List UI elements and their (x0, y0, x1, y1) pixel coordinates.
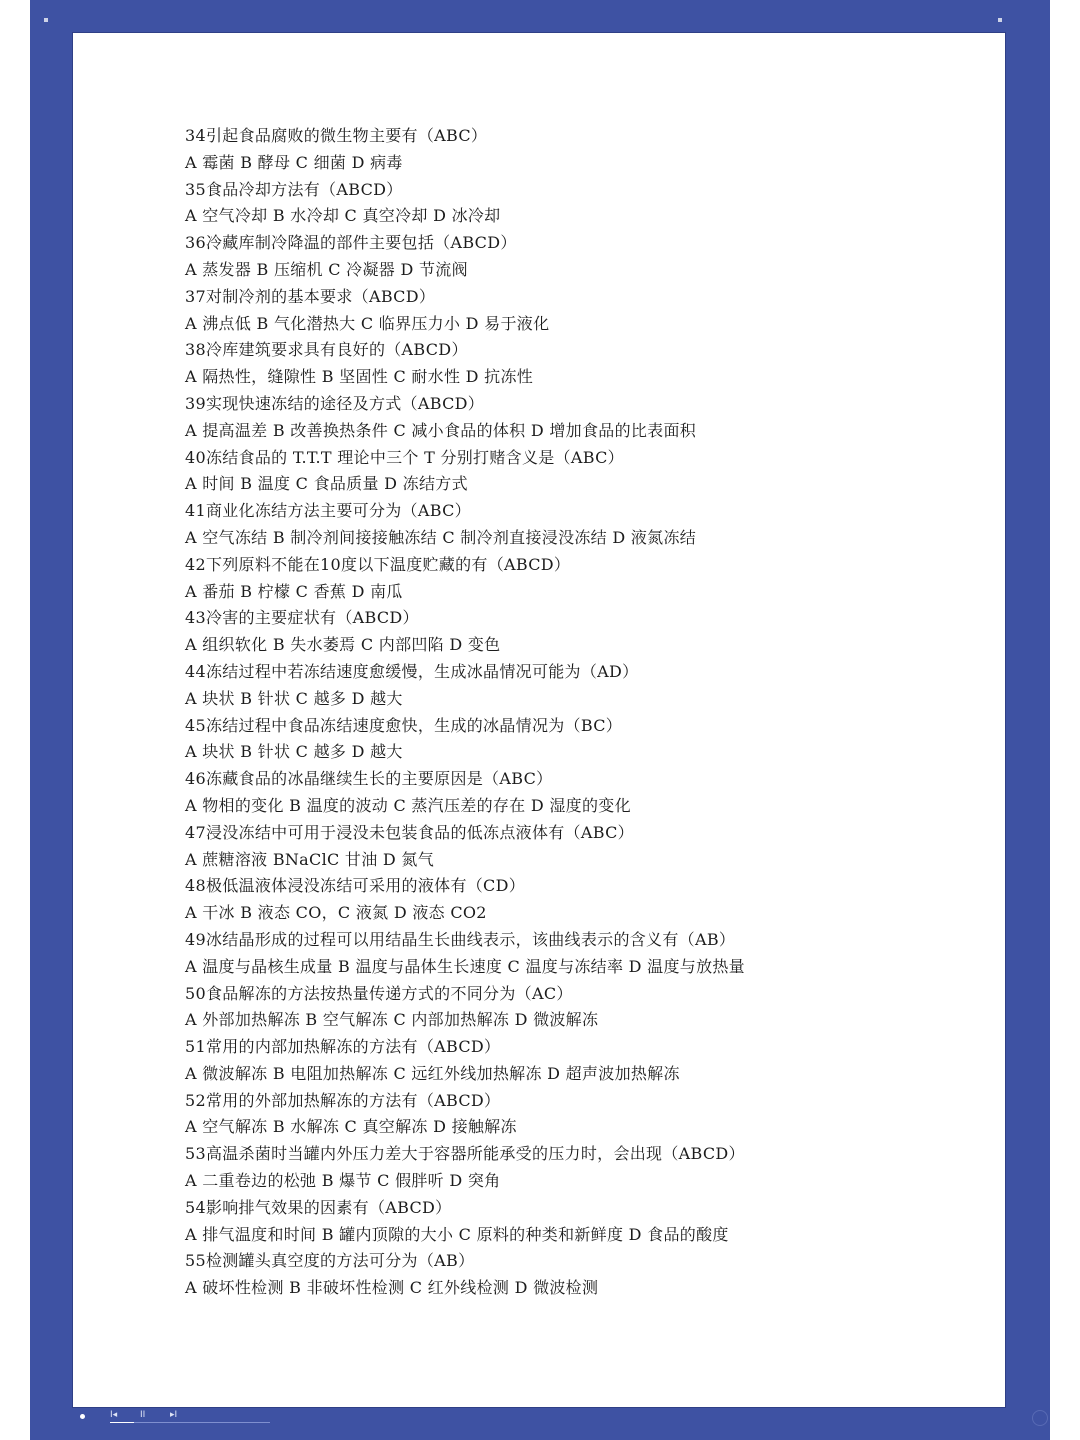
answer-options-line: A 块状 B 针状 C 越多 D 越大 (185, 688, 403, 708)
answer-options-line: A 微波解冻 B 电阻加热解冻 C 远红外线加热解冻 D 超声波加热解冻 (185, 1063, 680, 1083)
pause-icon[interactable]: II (140, 1410, 146, 1420)
question-line: 48极低温液体浸没冻结可采用的液体有（CD） (185, 876, 526, 896)
next-icon[interactable]: ▸I (170, 1410, 178, 1420)
answer-options-line: A 番茄 B 柠檬 C 香蕉 D 南瓜 (185, 581, 403, 601)
watermark-circle-icon (1032, 1410, 1048, 1426)
question-line: 49冰结晶形成的过程可以用结晶生长曲线表示，该曲线表示的含义有（AB） (185, 929, 736, 949)
progress-fill (110, 1422, 134, 1423)
question-line: 54影响排气效果的因素有（ABCD） (185, 1197, 452, 1217)
question-line: 38冷库建筑要求具有良好的（ABCD） (185, 340, 468, 360)
question-line: 51常用的内部加热解冻的方法有（ABCD） (185, 1037, 501, 1057)
corner-mark-left (44, 18, 48, 22)
question-line: 43冷害的主要症状有（ABCD） (185, 608, 419, 628)
playback-dot-icon (80, 1414, 85, 1419)
question-line: 42下列原料不能在10度以下温度贮藏的有（ABCD） (185, 554, 571, 574)
answer-options-line: A 蔗糖溶液 BNaClC 甘油 D 氮气 (185, 849, 435, 869)
answer-options-line: A 隔热性，缝隙性 B 坚固性 C 耐水性 D 抗冻性 (185, 367, 534, 387)
answer-options-line: A 空气冷却 B 水冷却 C 真空冷却 D 冰冷却 (185, 206, 501, 226)
question-line: 40冻结食品的 T.T.T 理论中三个 T 分别打赌含义是（ABC） (185, 447, 624, 467)
question-line: 37对制冷剂的基本要求（ABCD） (185, 286, 436, 306)
question-line: 45冻结过程中食品冻结速度愈快，生成的冰晶情况为（BC） (185, 715, 623, 735)
question-line: 53高温杀菌时当罐内外压力差大于容器所能承受的压力时，会出现（ABCD） (185, 1144, 745, 1164)
progress-track[interactable] (110, 1422, 270, 1423)
question-line: 46冻藏食品的冰晶继续生长的主要原因是（ABC） (185, 769, 553, 789)
question-line: 44冻结过程中若冻结速度愈缓慢，生成冰晶情况可能为（AD） (185, 661, 639, 681)
question-line: 36冷藏库制冷降温的部件主要包括（ABCD） (185, 233, 517, 253)
answer-options-line: A 提高温差 B 改善换热条件 C 减小食品的体积 D 增加食品的比表面积 (185, 420, 697, 440)
answer-options-line: A 沸点低 B 气化潜热大 C 临界压力小 D 易于液化 (185, 313, 550, 333)
answer-options-line: A 空气解冻 B 水解冻 C 真空解冻 D 接触解冻 (185, 1117, 517, 1137)
document-text (185, 123, 985, 1302)
question-line: 34引起食品腐败的微生物主要有（ABC） (185, 126, 488, 145)
answer-options-line: A 块状 B 针状 C 越多 D 越大 (185, 742, 403, 762)
answer-options-line: A 蒸发器 B 压缩机 C 冷凝器 D 节流阀 (185, 259, 468, 279)
answer-options-line: A 破坏性检测 B 非破坏性检测 C 红外线检测 D 微波检测 (185, 1278, 599, 1298)
question-line: 35食品冷却方法有（ABCD） (185, 179, 403, 199)
answer-options-line: A 空气冻结 B 制冷剂间接接触冻结 C 制冷剂直接浸没冻结 D 液氮冻结 (185, 527, 697, 547)
question-line: 50食品解冻的方法按热量传递方式的不同分为（AC） (185, 983, 573, 1003)
question-line: 55检测罐头真空度的方法可分为（AB） (185, 1251, 475, 1271)
answer-options-line: A 霉菌 B 酵母 C 细菌 D 病毒 (185, 152, 403, 172)
answer-options-line: A 时间 B 温度 C 食品质量 D 冻结方式 (185, 474, 468, 494)
question-line: 41商业化冻结方法主要可分为（ABC） (185, 501, 471, 521)
answer-options-line: A 外部加热解冻 B 空气解冻 C 内部加热解冻 D 微波解冻 (185, 1010, 599, 1030)
previous-icon[interactable]: I◂ (110, 1410, 118, 1420)
playback-controls (80, 1408, 280, 1426)
question-line: 52常用的外部加热解冻的方法有（ABCD） (185, 1090, 501, 1110)
answer-options-line: A 干冰 B 液态 CO，C 液氮 D 液态 CO2 (185, 903, 487, 923)
answer-options-line: A 温度与晶核生成量 B 温度与晶体生长速度 C 温度与冻结率 D 温度与放热量 (185, 956, 745, 976)
answer-options-line: A 排气温度和时间 B 罐内顶隙的大小 C 原料的种类和新鲜度 D 食品的酸度 (185, 1224, 729, 1244)
answer-options-line: A 组织软化 B 失水萎焉 C 内部凹陷 D 变色 (185, 635, 501, 655)
question-line: 39实现快速冻结的途径及方式（ABCD） (185, 393, 485, 413)
answer-options-line: A 二重卷边的松弛 B 爆节 C 假胖听 D 突角 (185, 1171, 501, 1191)
answer-options-line: A 物相的变化 B 温度的波动 C 蒸汽压差的存在 D 湿度的变化 (185, 795, 631, 815)
question-line: 47浸没冻结中可用于浸没未包装食品的低冻点液体有（ABC） (185, 822, 634, 842)
corner-mark-right (998, 18, 1002, 22)
